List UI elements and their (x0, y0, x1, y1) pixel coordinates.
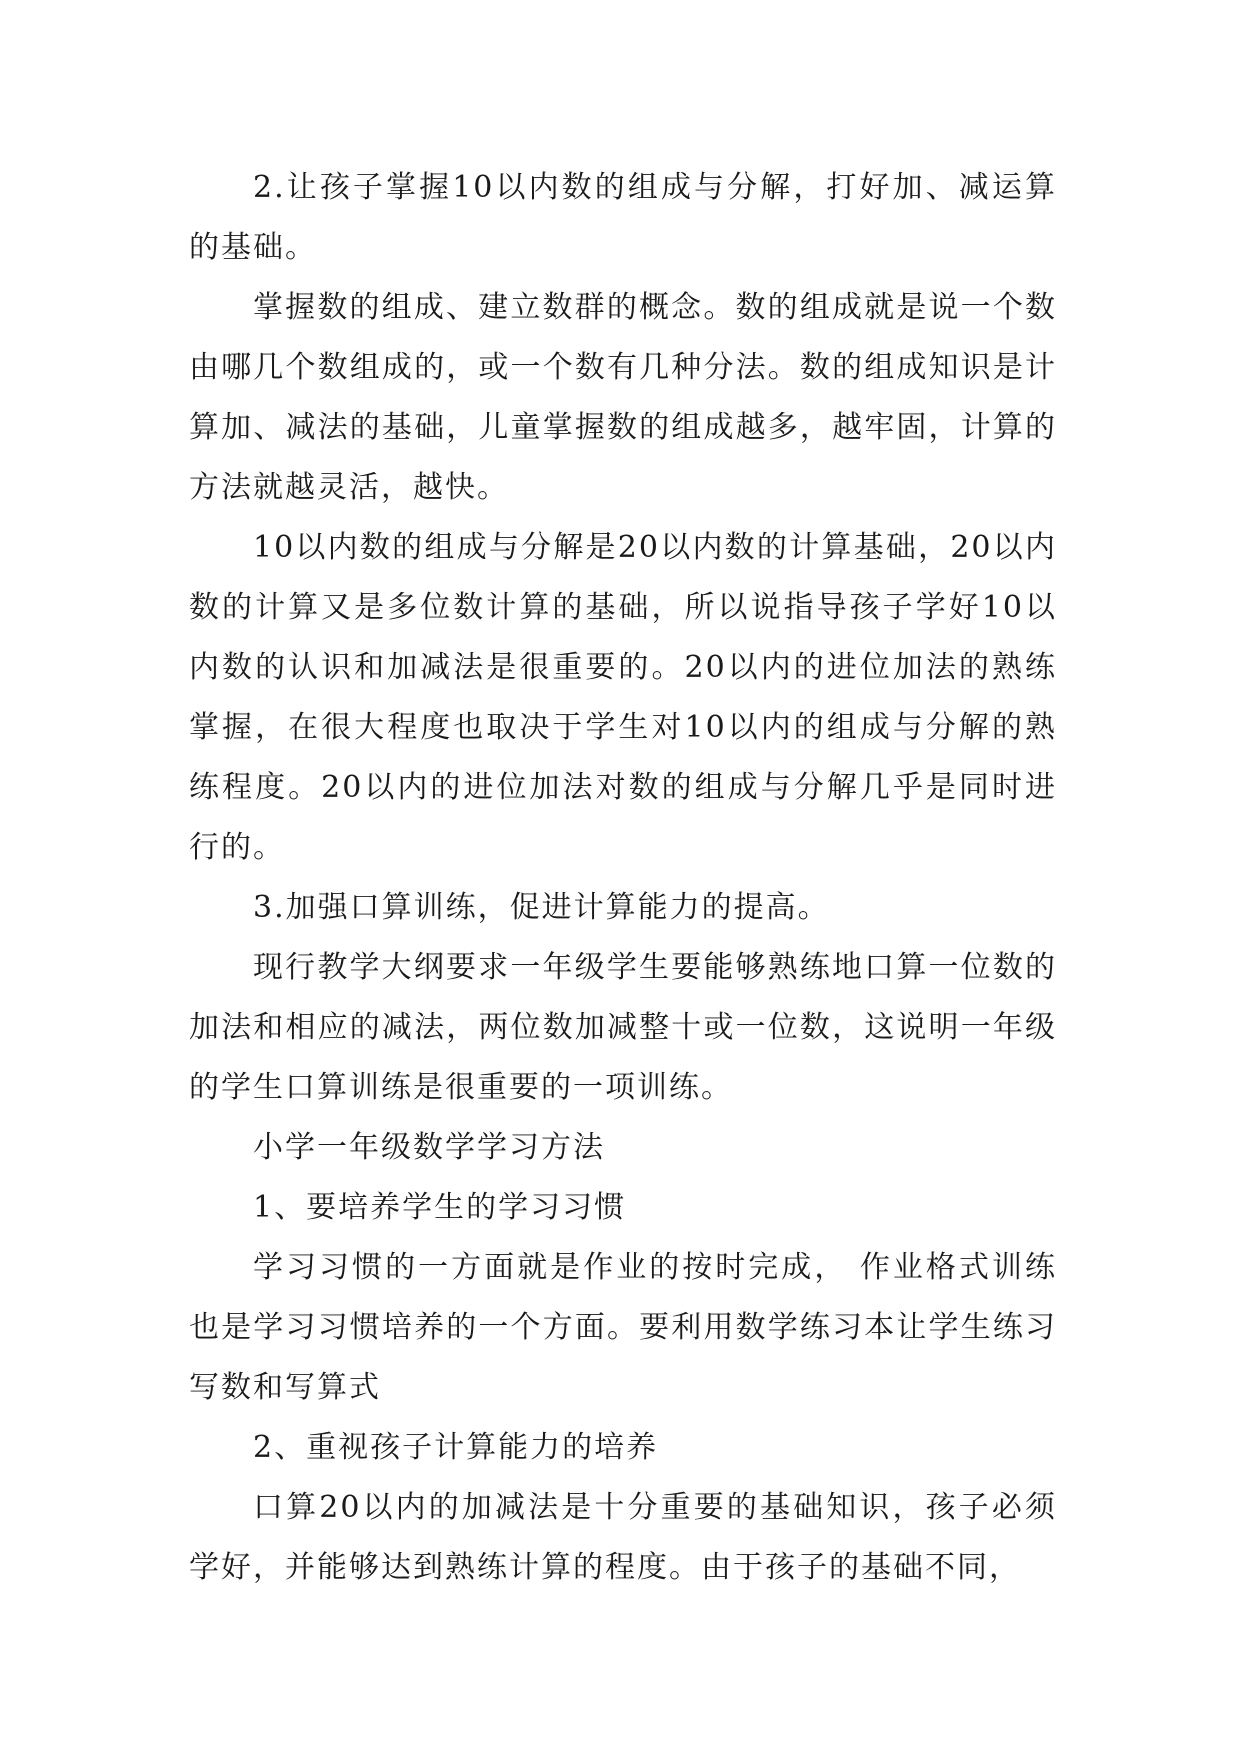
paragraph-4: 3.加强口算训练，促进计算能力的提高。 (253, 890, 830, 925)
paragraph-9: 2、重视孩子计算能力的培养 (253, 1430, 659, 1465)
paragraph-7: 1、要培养学生的学习习惯 (253, 1190, 627, 1225)
paragraph-5: 现行教学大纲要求一年级学生要能够熟练地口算一位数的加法和相应的减法，两位数加减整十或一位数，这说明一年级的学生口算训练是很重要的一项训练。 (189, 950, 1057, 1105)
section-heading: 小学一年级数学学习方法 (253, 1130, 605, 1165)
paragraph-3: 10以内数的组成与分解是20以内数的计算基础，20以内数的计算又是多位数计算的基础，所以说指导孩子学好10以内数的认识和加减法是很重要的。20以内的进位加法的熟练掌握，在很大程度也取决于学生对10以内的组成与分解的熟练程度。20以内的进位加法对数的组成与分解几乎是同时进行的。 (189, 530, 1057, 865)
paragraph-1: 2.让孩子掌握10以内数的组成与分解，打好加、减运算的基础。 (189, 170, 1057, 265)
paragraph-10: 口算20以内的加减法是十分重要的基础知识，孩子必须学好，并能够达到熟练计算的程度。由于孩子的基础不同， (189, 1490, 1057, 1585)
body-text (189, 158, 1057, 1598)
paragraph-2: 掌握数的组成、建立数群的概念。数的组成就是说一个数由哪几个数组成的，或一个数有几种分法。数的组成知识是计算加、减法的基础，儿童掌握数的组成越多，越牢固，计算的方法就越灵活，越快。 (189, 290, 1057, 505)
paragraph-8: 学习习惯的一方面就是作业的按时完成， 作业格式训练也是学习习惯培养的一个方面。要利用数学练习本让学生练习写数和写算式 (189, 1250, 1057, 1405)
